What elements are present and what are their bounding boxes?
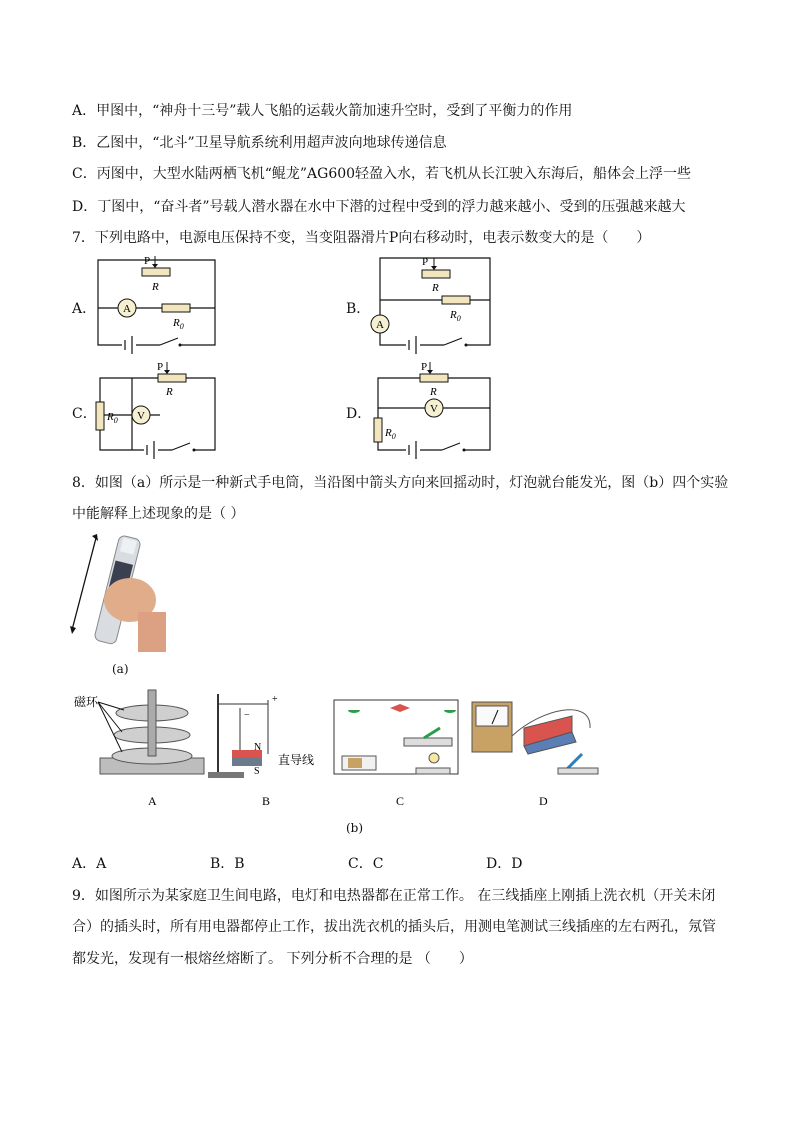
circuit-c-rheostat — [158, 374, 186, 382]
question-9-line3: 都发光，发现有一根熔丝熔断了。 下列分析不合理的是 （ ） — [72, 951, 473, 967]
svg-text:−: − — [244, 710, 250, 721]
circuit-a-rheostat-label: R — [152, 281, 159, 293]
question-9-line2: 合）的插头时，所有用电器都停止工作，拔出洗衣机的插头后，用测电笔测试三线插座的左右两孔，氖管 — [72, 919, 716, 935]
question-8-stem-line2: 中能解释上述现象的是（ ） — [72, 506, 245, 522]
experiment-d-galvanometer — [472, 702, 598, 808]
circuit-c-fixed-resistor — [96, 402, 104, 430]
svg-text:V: V — [430, 403, 438, 415]
svg-text:C: C — [396, 794, 405, 808]
q7-label-a: A． — [72, 301, 97, 317]
q8-answer-d: D．D — [486, 856, 523, 872]
svg-text:P: P — [421, 361, 428, 373]
caption-a: (a) — [112, 662, 129, 676]
circuit-d-fixed-resistor — [374, 418, 382, 442]
circuit-c-wires — [100, 378, 215, 450]
figure-a-flashlight — [68, 532, 168, 677]
experiment-b-straight-wire — [208, 694, 314, 808]
question-9-line1: 9．如图所示为某家庭卫生间电路，电灯和电热器都在正常工作。 在三线插座上刚插上洗衣机（开关未闭 — [72, 888, 716, 904]
svg-text:V: V — [137, 410, 145, 422]
circuit-a-fixed-resistor — [162, 304, 190, 312]
svg-text:D: D — [539, 794, 548, 808]
svg-text:P: P — [157, 361, 164, 373]
q7-label-c: C． — [72, 406, 97, 422]
circuit-a-rheostat — [142, 268, 170, 276]
svg-text:S: S — [254, 766, 260, 777]
svg-text:R0: $R_0$ — [450, 309, 461, 323]
svg-text:N: N — [254, 742, 262, 753]
q7-circuit-diagrams — [60, 250, 520, 465]
circuit-a-slider-label: P — [144, 255, 151, 267]
svg-text:A: A — [123, 303, 131, 315]
option-d-q6: D．丁图中，“奋斗者”号载人潜水器在水中下潜的过程中受到的浮力越来越小、受到的压强越来越大 — [72, 199, 686, 215]
q8-answer-b: B．B — [210, 856, 245, 872]
q8-answer-a: A．A — [72, 856, 107, 872]
svg-text:R: R — [430, 386, 437, 398]
svg-text:R: R — [166, 386, 173, 398]
circuit-d-rheostat — [420, 374, 448, 382]
svg-text:R0: $R_0$ — [173, 317, 184, 331]
svg-text:A: A — [148, 794, 157, 808]
question-8-stem-line1: 8．如图（a）所示是一种新式手电筒，当沿图中箭头方向来回摇动时，灯泡就台能发光，图（b）四个实验 — [72, 475, 729, 491]
option-b-q6: B．乙图中，“北斗”卫星导航系统利用超声波向地球传递信息 — [72, 135, 447, 151]
svg-text:B: B — [262, 794, 271, 808]
q8-answer-c: C．C — [348, 856, 384, 872]
svg-text:R0: $R_0$ — [385, 427, 396, 441]
experiment-a-magnet-rings — [74, 690, 204, 808]
label-magnet-ring: 磁环 — [74, 695, 99, 709]
svg-text:R0: $R_0$ — [107, 411, 118, 425]
circuit-b-slider-label: P — [422, 256, 429, 268]
label-straight-wire: 直导线 — [278, 753, 315, 767]
circuit-b-fixed-resistor — [442, 296, 470, 304]
svg-text:A: A — [376, 319, 384, 331]
circuit-b-rheostat — [422, 270, 450, 278]
question-7-stem: 7．下列电路中，电源电压保持不变，当变阻器滑片P向右移动时，电表示数变大的是（ ） — [72, 230, 651, 246]
figure-b-experiments — [72, 688, 612, 813]
q7-label-d: D． — [346, 406, 372, 422]
q7-label-b: B． — [346, 301, 371, 317]
svg-text:R: R — [432, 282, 439, 294]
option-a-q6: A．甲图中，“神舟十三号”载人飞船的运载火箭加速升空时，受到了平衡力的作用 — [72, 103, 573, 119]
svg-text:+: + — [272, 694, 278, 705]
caption-b: (b) — [346, 821, 364, 835]
experiment-c-circuit — [334, 700, 458, 808]
option-c-q6: C．丙图中，大型水陆两栖飞机“鲲龙”AG600轻盈入水，若飞机从长江驶入东海后，船体会上浮一些 — [72, 166, 692, 182]
